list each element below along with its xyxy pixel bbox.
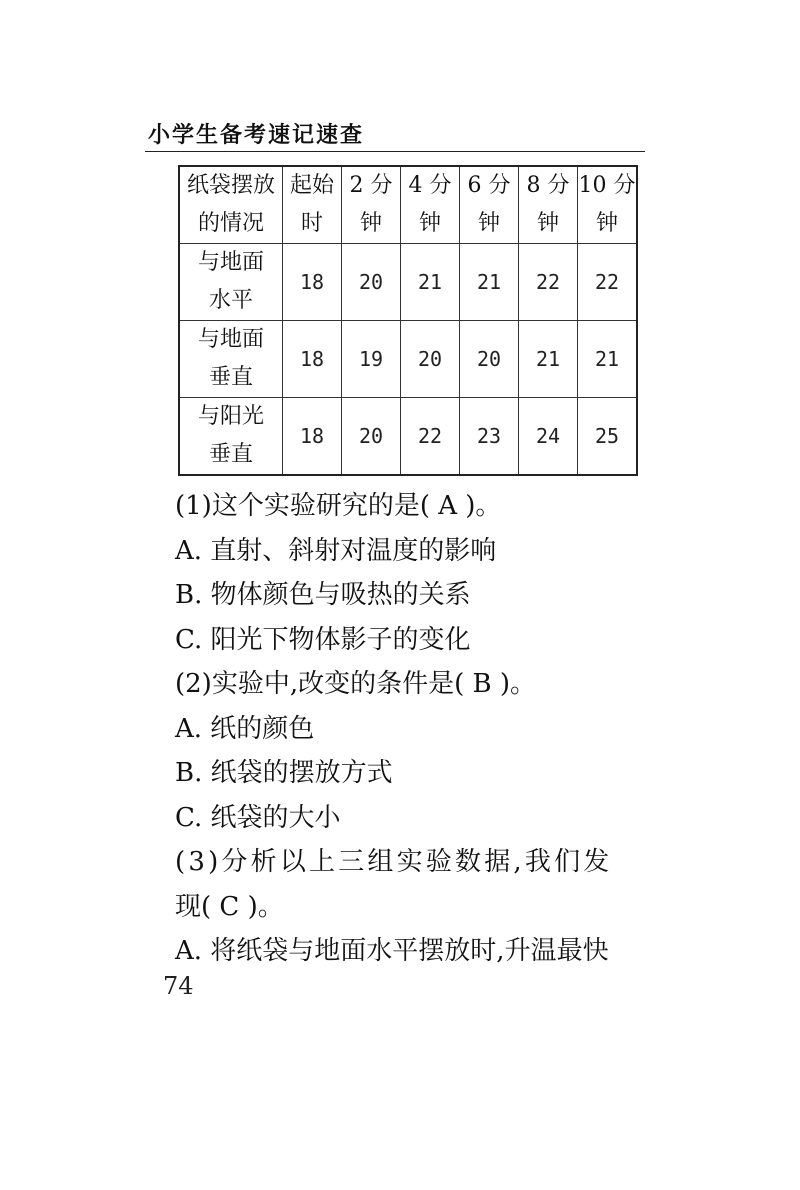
header-line: 10 分 (578, 173, 636, 198)
table-cell: 24 (519, 398, 578, 476)
question-line: (3)分析以上三组实验数据,我们发 (175, 847, 613, 877)
row-label-cell (179, 244, 283, 321)
option-line: B. 纸袋的摆放方式 (175, 758, 393, 788)
question-line: 现( C )。 (175, 891, 284, 922)
table-header-cell (179, 166, 283, 244)
option-line: A. 纸的颜色 (175, 713, 315, 744)
table-cell: 20 (342, 244, 401, 321)
table-row (179, 244, 637, 321)
table-row (179, 398, 637, 476)
row-label-line: 与阳光 (197, 404, 264, 429)
table-cell: 20 (342, 398, 401, 476)
table-cell: 23 (460, 398, 519, 476)
table-cell: 20 (401, 321, 460, 398)
row-label-line: 垂直 (208, 442, 253, 467)
header-line: 时 (300, 211, 323, 236)
header-line: 2 分 (349, 173, 393, 198)
page-number: 74 (163, 972, 194, 1000)
table-cell: 25 (578, 398, 638, 476)
table-cell: 22 (401, 398, 460, 476)
header-line: 钟 (418, 211, 441, 236)
header-line: 钟 (359, 211, 382, 236)
row-label-line: 与地面 (197, 327, 264, 352)
header-line: 4 分 (408, 173, 452, 198)
header-line: 钟 (477, 211, 500, 236)
temperature-table (178, 165, 638, 476)
header-line: 钟 (536, 211, 559, 236)
table-cell: 22 (578, 244, 638, 321)
option-line: C. 纸袋的大小 (175, 802, 341, 833)
table-cell: 18 (283, 244, 342, 321)
header-line: 6 分 (467, 173, 511, 198)
option-line: A. 将纸袋与地面水平摆放时,升温最快 (175, 936, 609, 966)
option-line: A. 直射、斜射对温度的影响 (175, 535, 497, 566)
table-cell: 22 (519, 244, 578, 321)
page-header-title: 小学生备考速记速查 (148, 123, 365, 148)
table-header-row (179, 166, 637, 244)
table-cell: 18 (283, 321, 342, 398)
table-header-cell (578, 166, 638, 244)
header-line: 8 分 (526, 173, 570, 198)
row-label-line: 与地面 (197, 250, 264, 275)
table-cell: 21 (401, 244, 460, 321)
table-header-cell (519, 166, 578, 244)
row-label-cell (179, 321, 283, 398)
table-header-cell (283, 166, 342, 244)
header-divider (145, 151, 645, 152)
header-line: 钟 (595, 211, 618, 236)
header-line: 纸袋摆放 (186, 173, 275, 198)
table-cell: 21 (460, 244, 519, 321)
table-header-cell (401, 166, 460, 244)
table-cell: 21 (578, 321, 638, 398)
question-line: (2)实验中,改变的条件是( B )。 (175, 669, 537, 699)
row-label-cell (179, 398, 283, 476)
table-header-cell (342, 166, 401, 244)
option-line: B. 物体颜色与吸热的关系 (175, 580, 471, 610)
table-header-cell (460, 166, 519, 244)
table-row (179, 321, 637, 398)
question-line: (1)这个实验研究的是( A )。 (175, 491, 502, 521)
header-line: 起始 (289, 173, 334, 198)
option-line: C. 阳光下物体影子的变化 (175, 624, 471, 655)
table-cell: 21 (519, 321, 578, 398)
question-block (175, 484, 655, 974)
table-cell: 20 (460, 321, 519, 398)
row-label-line: 垂直 (208, 365, 253, 390)
table-cell: 19 (342, 321, 401, 398)
row-label-line: 水平 (208, 288, 253, 313)
header-line: 的情况 (197, 211, 264, 236)
table-cell: 18 (283, 398, 342, 476)
